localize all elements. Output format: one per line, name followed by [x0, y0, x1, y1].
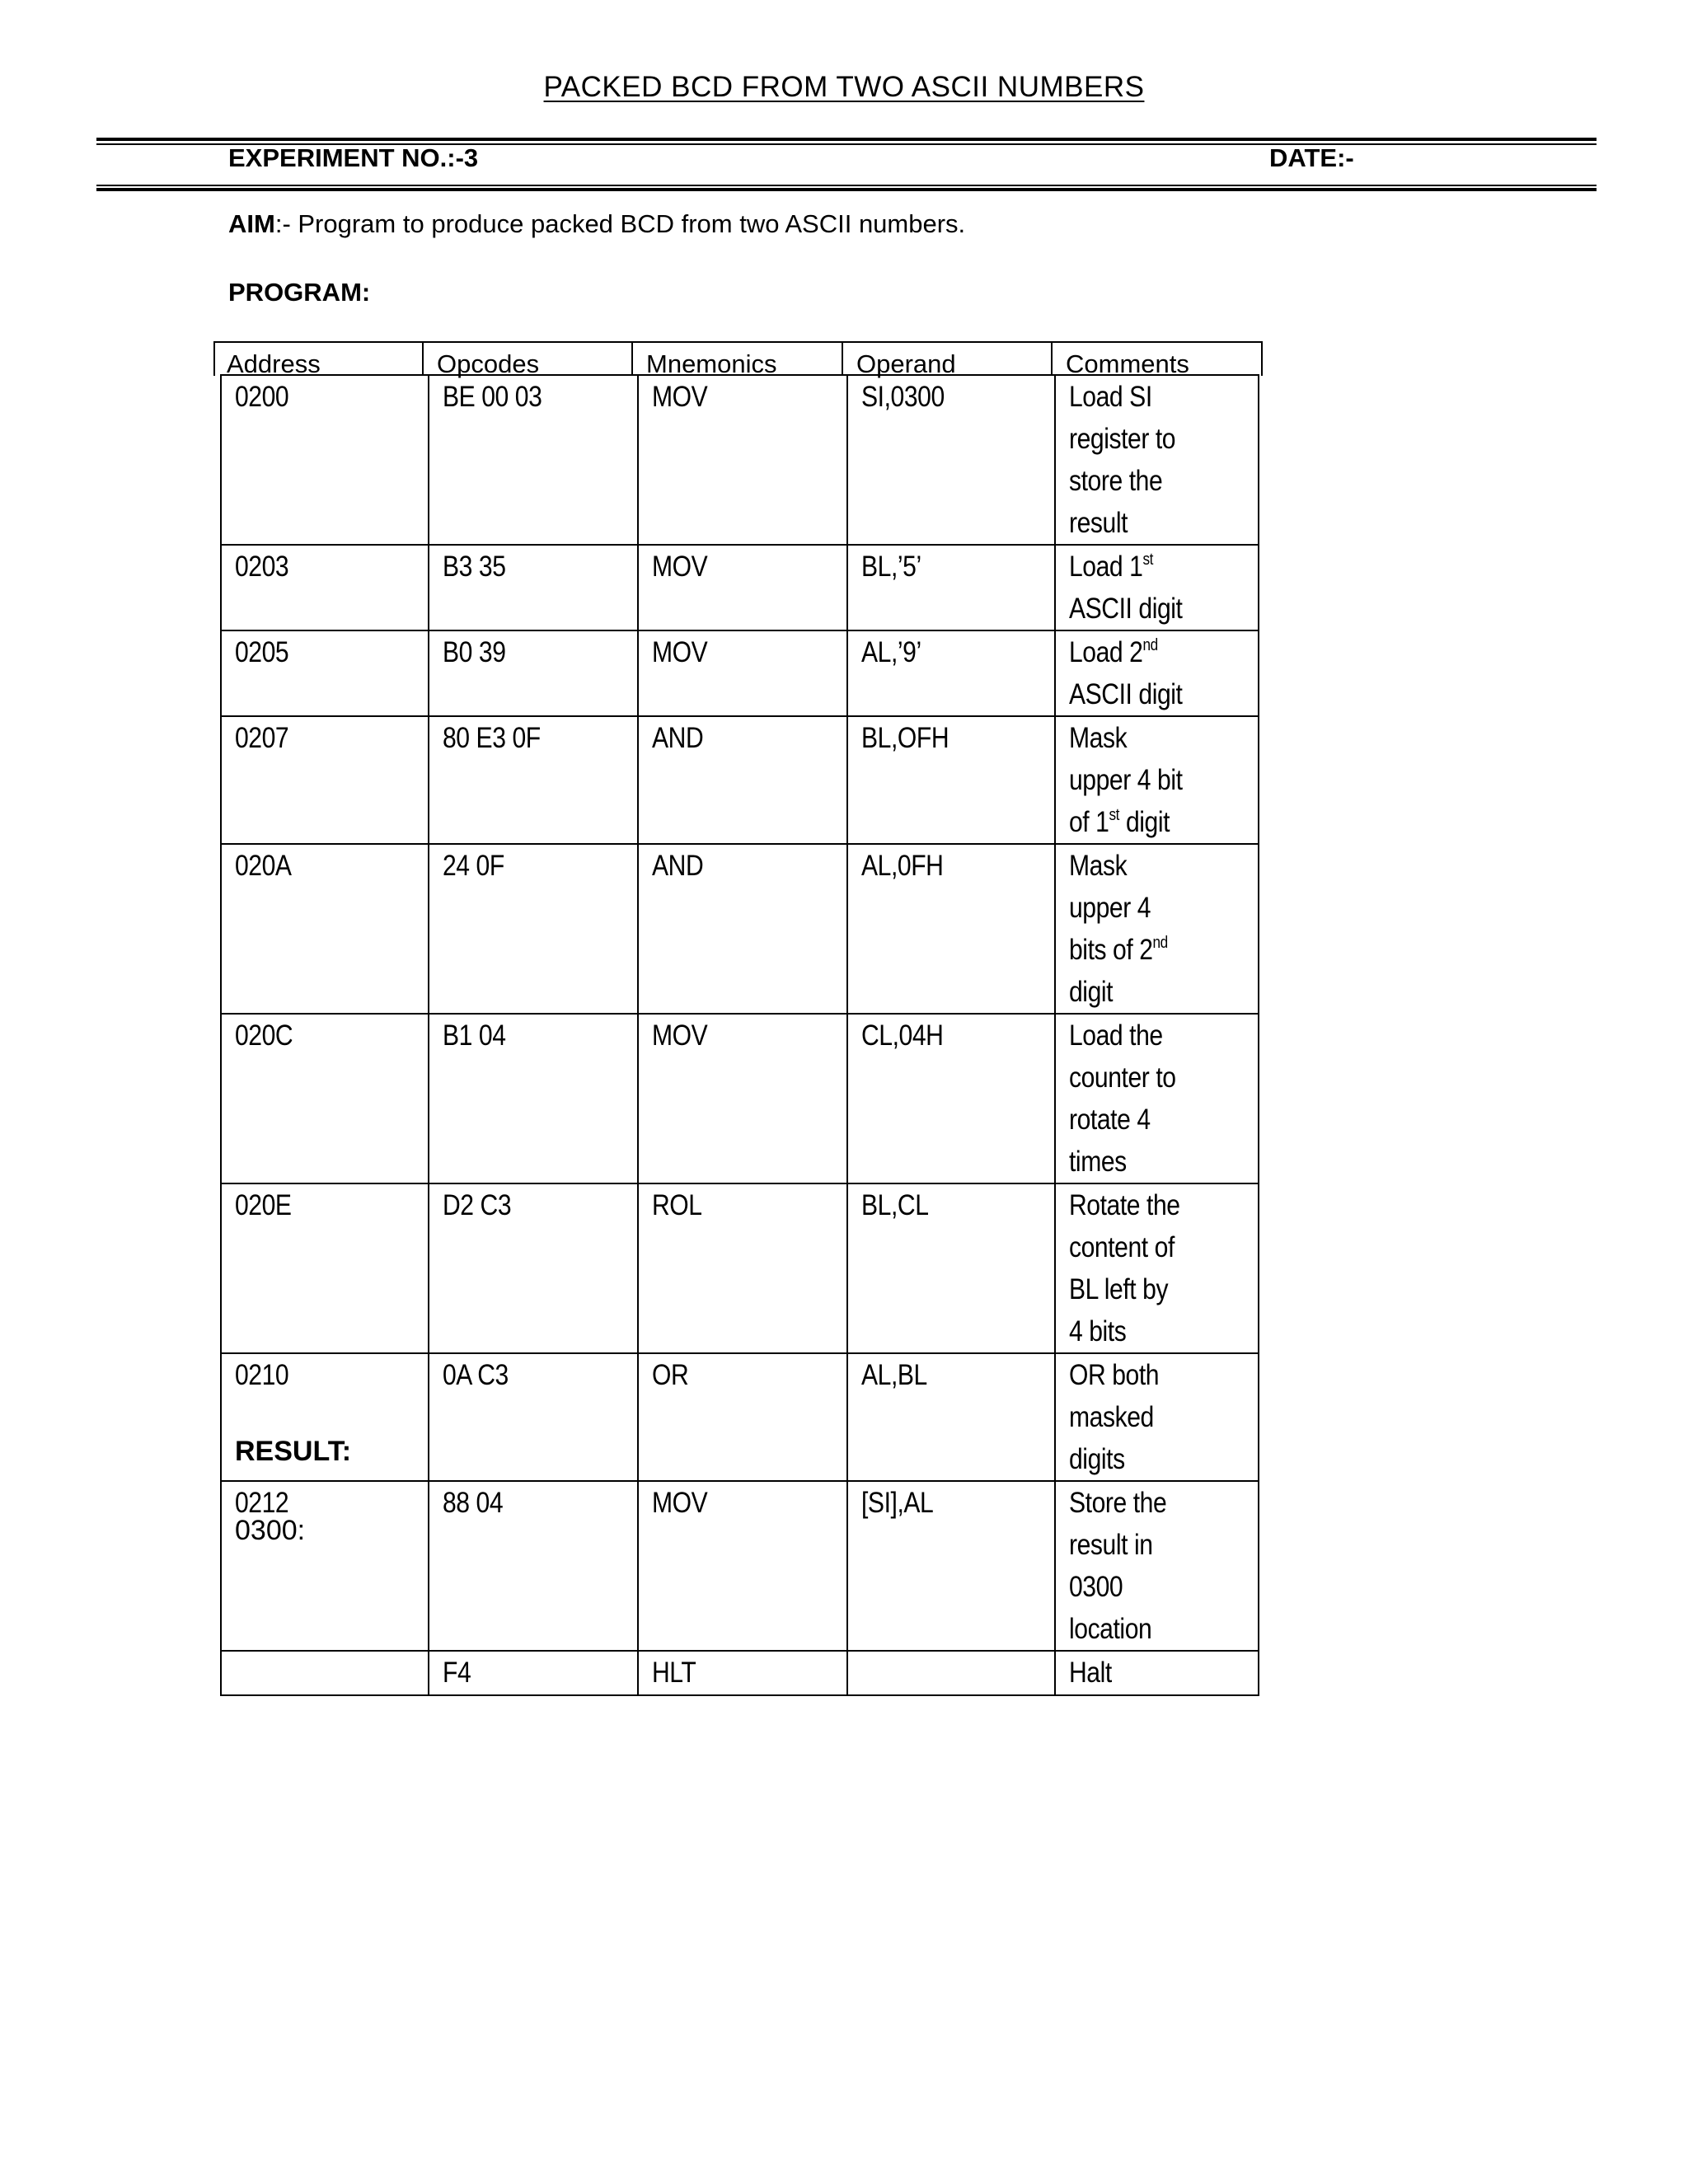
- cell-mnemonic: MOV: [638, 1481, 847, 1651]
- table-row: [221, 1014, 1259, 1183]
- cell-opcode: BE 00 03: [429, 375, 638, 545]
- cell-comment: Load 2nd ASCII digit: [1055, 630, 1259, 716]
- header-rule-bottom-thick: [96, 188, 1597, 191]
- cell-operand: [SI],AL: [847, 1481, 1055, 1651]
- cell-mnemonic: MOV: [638, 375, 847, 545]
- cell-operand: BL,OFH: [847, 716, 1055, 844]
- cell-operand: AL,BL: [847, 1353, 1055, 1481]
- cell-opcode: F4: [429, 1651, 638, 1695]
- program-table: [220, 374, 1259, 1696]
- header-operand: Operand: [856, 349, 956, 378]
- cell-mnemonic: OR: [638, 1353, 847, 1481]
- cell-operand: BL,’5’: [847, 545, 1055, 630]
- cell-comment: Mask upper 4 bit of 1st digit: [1055, 716, 1259, 844]
- cell-mnemonic: AND: [638, 716, 847, 844]
- cell-address: 020A: [221, 844, 429, 1014]
- program-label: PROGRAM:: [228, 278, 371, 307]
- header-comments: Comments: [1066, 349, 1189, 378]
- cell-operand: AL,0FH: [847, 844, 1055, 1014]
- result-location: 0300:: [235, 1515, 306, 1546]
- cell-mnemonic: AND: [638, 844, 847, 1014]
- date-label: DATE:-: [1269, 143, 1354, 172]
- cell-address: 0210: [221, 1353, 429, 1481]
- cell-comment: Halt: [1055, 1651, 1259, 1695]
- table-row: [221, 545, 1259, 630]
- table-row: [221, 1481, 1259, 1651]
- header-address: Address: [227, 349, 321, 378]
- document-title: PACKED BCD FROM TWO ASCII NUMBERS: [543, 71, 1145, 103]
- cell-operand: AL,’9’: [847, 630, 1055, 716]
- cell-comment: Load 1st ASCII digit: [1055, 545, 1259, 630]
- cell-address: 0207: [221, 716, 429, 844]
- experiment-number: EXPERIMENT NO.:-3: [228, 143, 479, 172]
- cell-opcode: 88 04: [429, 1481, 638, 1651]
- cell-comment: Rotate the content of BL left by 4 bits: [1055, 1183, 1259, 1353]
- header-rule-top-thick: [96, 138, 1597, 141]
- aim-statement: [228, 209, 965, 239]
- cell-comment: Load the counter to rotate 4 times: [1055, 1014, 1259, 1183]
- cell-address: 020C: [221, 1014, 429, 1183]
- cell-operand: [847, 1651, 1055, 1695]
- cell-comment: Load SI register to store the result: [1055, 375, 1259, 545]
- cell-address: [221, 1651, 429, 1695]
- cell-mnemonic: MOV: [638, 630, 847, 716]
- table-row: [221, 1353, 1259, 1481]
- table-header: [213, 341, 1263, 376]
- header-rule-bottom-thin: [96, 185, 1597, 186]
- cell-address: 0200: [221, 375, 429, 545]
- cell-operand: CL,04H: [847, 1014, 1055, 1183]
- cell-address: 020E: [221, 1183, 429, 1353]
- header-divider: [1261, 343, 1263, 376]
- table-row: [221, 1183, 1259, 1353]
- cell-address: 0212: [221, 1481, 429, 1651]
- cell-opcode: 24 0F: [429, 844, 638, 1014]
- cell-address: 0205: [221, 630, 429, 716]
- table-row: [221, 716, 1259, 844]
- result-label: RESULT:: [235, 1436, 352, 1467]
- header-opcodes: Opcodes: [437, 349, 540, 378]
- table-row: [221, 1651, 1259, 1695]
- cell-mnemonic: MOV: [638, 1014, 847, 1183]
- cell-mnemonic: MOV: [638, 545, 847, 630]
- header-mnemonics: Mnemonics: [646, 349, 777, 378]
- cell-mnemonic: ROL: [638, 1183, 847, 1353]
- aim-text: :- Program to produce packed BCD from two ASCII numbers.: [274, 209, 966, 238]
- cell-opcode: B1 04: [429, 1014, 638, 1183]
- cell-opcode: B3 35: [429, 545, 638, 630]
- cell-comment: OR both masked digits: [1055, 1353, 1259, 1481]
- cell-operand: SI,0300: [847, 375, 1055, 545]
- cell-mnemonic: HLT: [638, 1651, 847, 1695]
- cell-opcode: 0A C3: [429, 1353, 638, 1481]
- table-row: [221, 844, 1259, 1014]
- cell-comment: Mask upper 4 bits of 2nd digit: [1055, 844, 1259, 1014]
- cell-address: 0203: [221, 545, 429, 630]
- table-row: [221, 375, 1259, 545]
- cell-comment: Store the result in 0300 location: [1055, 1481, 1259, 1651]
- cell-opcode: 80 E3 0F: [429, 716, 638, 844]
- cell-opcode: B0 39: [429, 630, 638, 716]
- aim-label: AIM: [228, 209, 275, 238]
- cell-operand: BL,CL: [847, 1183, 1055, 1353]
- cell-opcode: D2 C3: [429, 1183, 638, 1353]
- table-row: [221, 630, 1259, 716]
